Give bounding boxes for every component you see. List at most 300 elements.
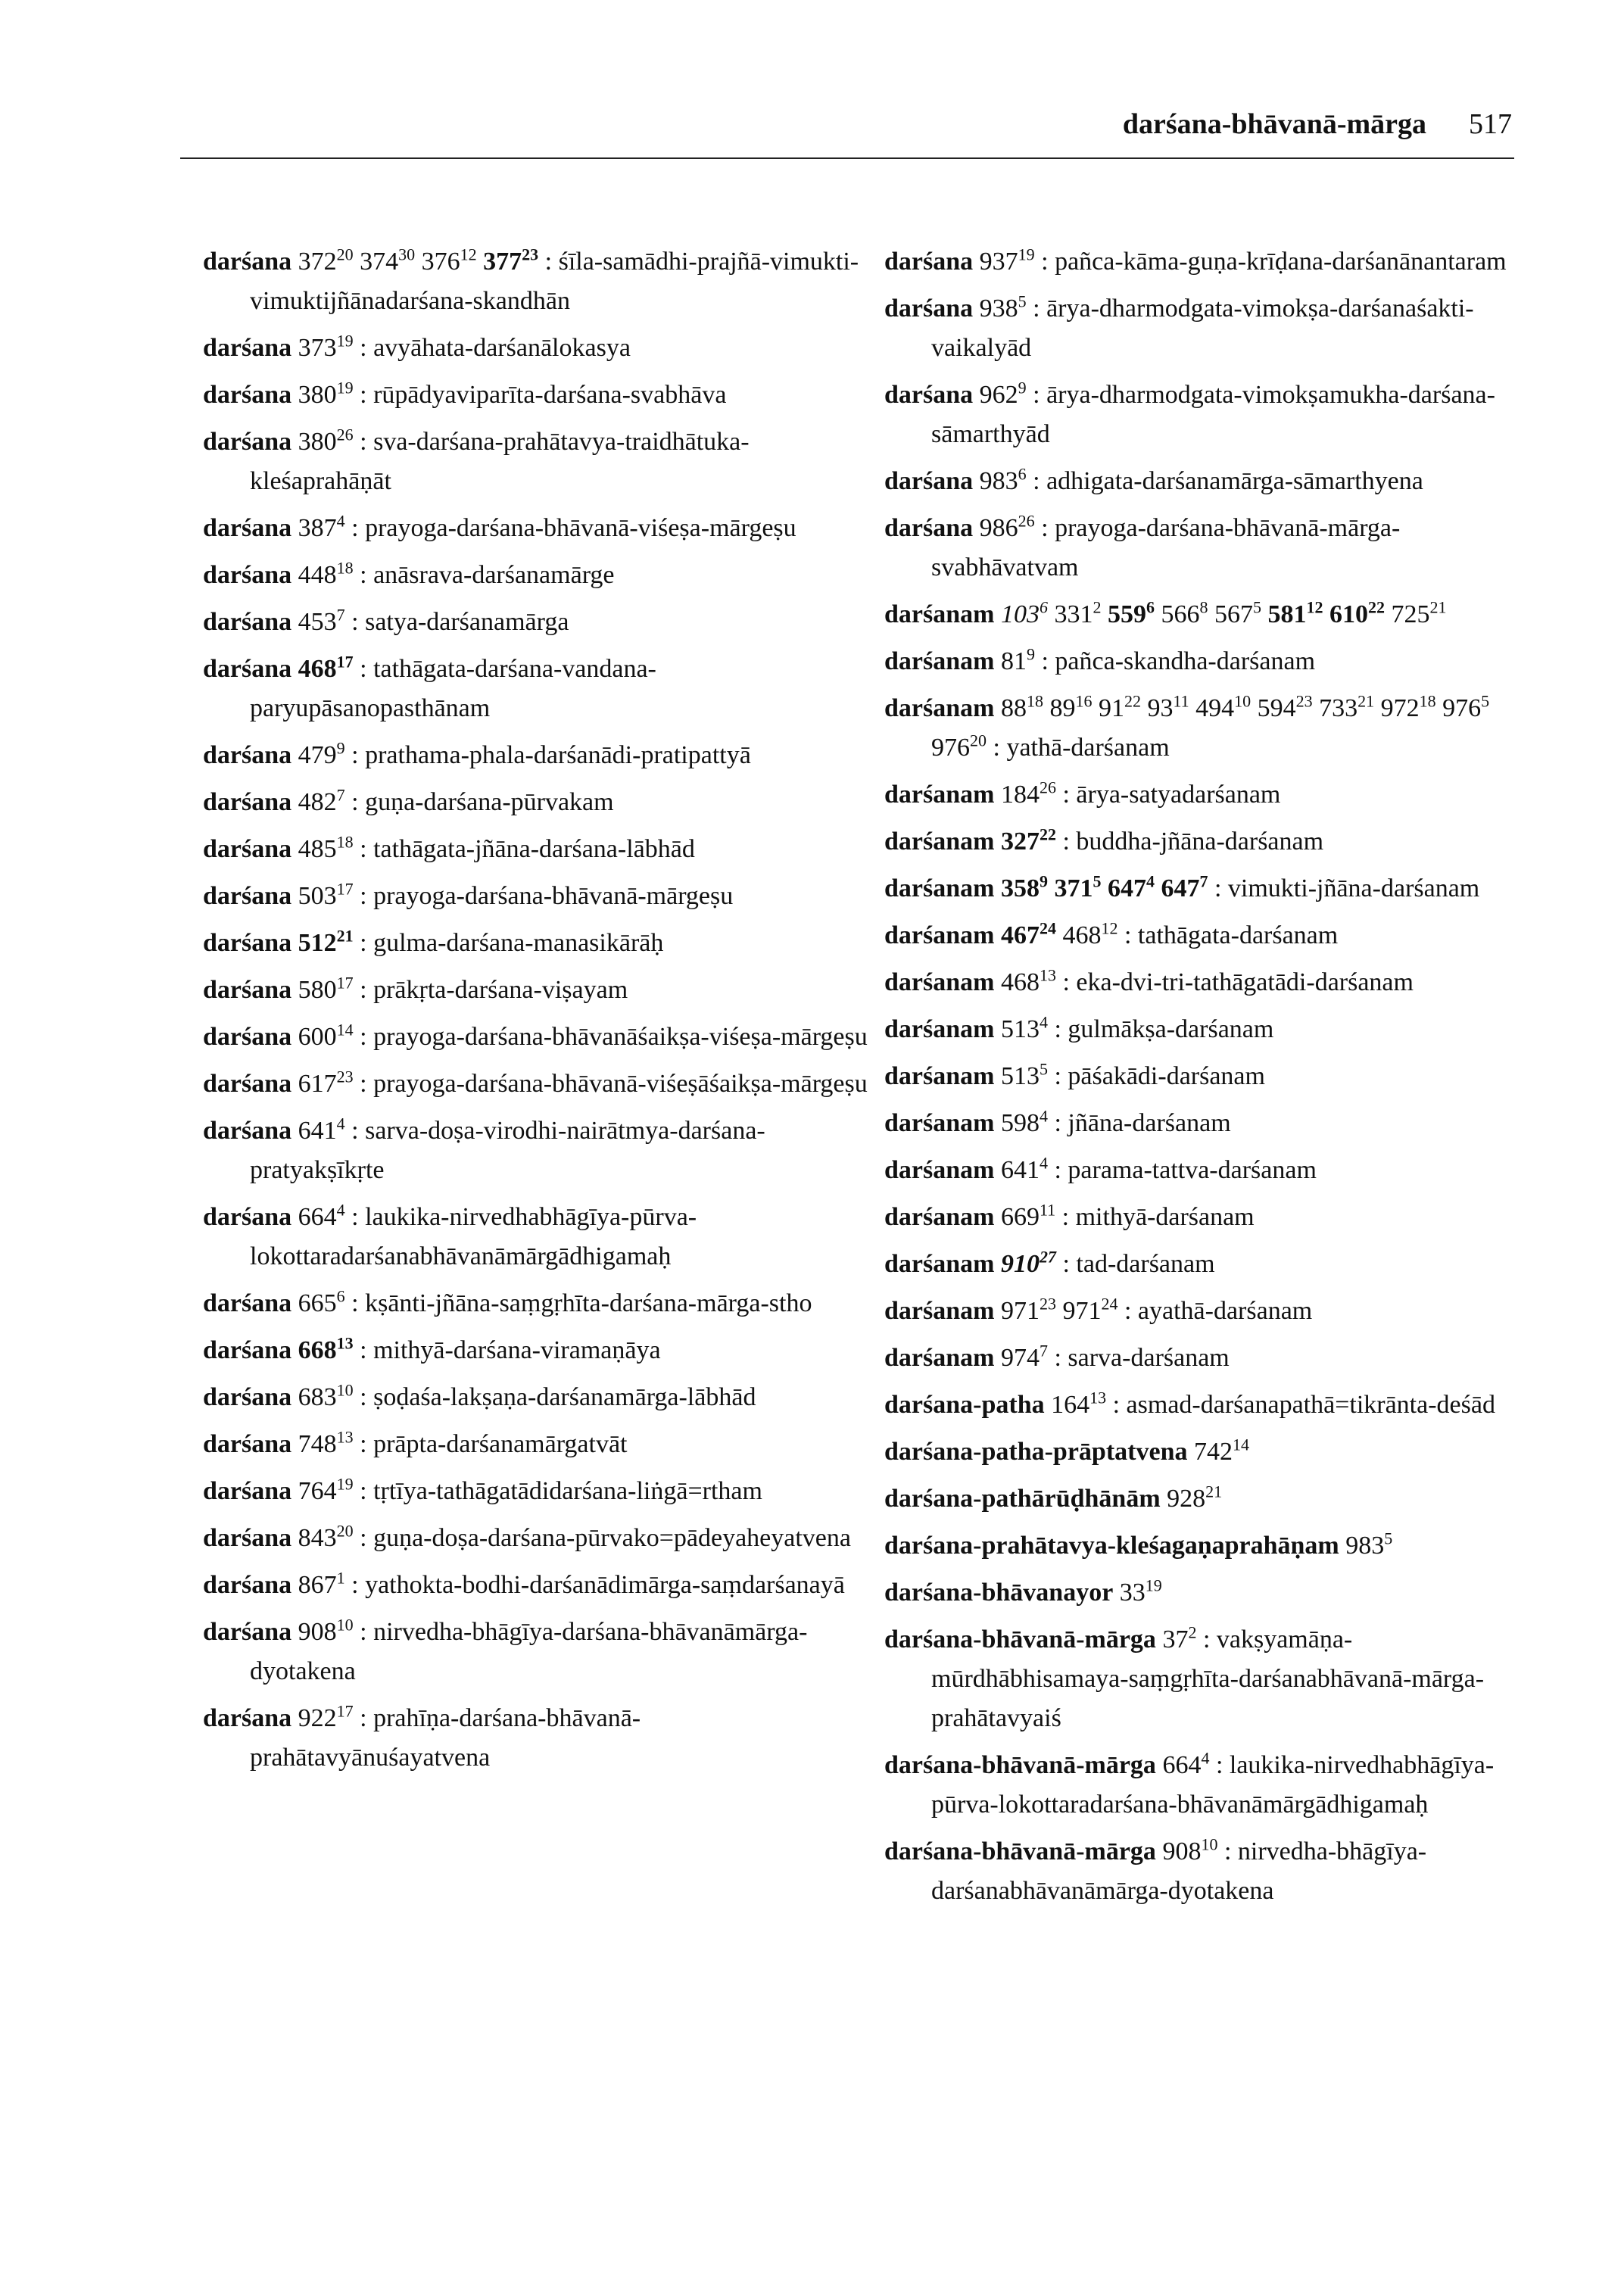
headword: darśanam bbox=[884, 694, 995, 722]
page-reference: $387^4$ bbox=[298, 511, 345, 542]
index-entry bbox=[203, 877, 869, 916]
headword: darśana bbox=[203, 514, 292, 542]
line-number: 23 bbox=[1039, 1294, 1056, 1314]
page-reference: $647^4$ bbox=[1107, 871, 1155, 902]
headword: darśana-bhāvanā-mārga bbox=[884, 1625, 1156, 1653]
line-number: 5 bbox=[1093, 871, 1102, 891]
page-reference: $976^{20}$ bbox=[931, 731, 987, 762]
page-reference: $566^8$ bbox=[1161, 597, 1208, 628]
line-number: 27 bbox=[1039, 1247, 1056, 1267]
line-number: 13 bbox=[336, 1333, 354, 1353]
gloss: : prayoga-darśana-bhāvanā-mārga-svabhāvatvam bbox=[931, 514, 1401, 581]
line-number: 10 bbox=[336, 1615, 354, 1635]
line-number: 30 bbox=[398, 245, 416, 264]
line-number: 4 bbox=[1039, 1106, 1048, 1126]
line-number: 13 bbox=[1089, 1388, 1107, 1407]
gloss: : vakṣyamāṇa-mūrdhābhisamaya-saṃgṛhīta-darśanabhāvanā-mārga-prahātavyaiś bbox=[931, 1625, 1485, 1732]
index-entry bbox=[884, 822, 1513, 862]
line-number: 13 bbox=[1039, 965, 1056, 985]
line-number: 9 bbox=[1026, 644, 1035, 664]
references bbox=[291, 832, 354, 863]
references bbox=[994, 1059, 1048, 1090]
gloss: : yathā-darśanam bbox=[987, 734, 1170, 762]
gloss: : śīla-samādhi-prajñā-vimukti-vimuktijñānadarśana-skandhān bbox=[250, 248, 859, 315]
references bbox=[291, 1067, 354, 1098]
gloss: : laukika-nirvedhabhāgīya-pūrva-lokottaradarśana-bhāvanāmārgādhigamaḥ bbox=[931, 1751, 1495, 1819]
references bbox=[291, 1286, 345, 1317]
references bbox=[291, 1521, 354, 1552]
line-number: 19 bbox=[1018, 245, 1035, 264]
index-entry bbox=[203, 556, 869, 595]
gloss: : guṇa-doṣa-darśana-pūrvako=pādeyaheyatvena bbox=[353, 1524, 851, 1552]
headword: darśana bbox=[884, 514, 974, 542]
page-reference: $610^{22}$ bbox=[1329, 597, 1385, 628]
page-reference: $641^4$ bbox=[1000, 1153, 1048, 1184]
index-entry bbox=[884, 462, 1513, 501]
headword: darśana-pathārūḍhānām bbox=[884, 1485, 1161, 1513]
page-reference: $567^5$ bbox=[1214, 597, 1261, 628]
page-reference: $88^{18}$ bbox=[1000, 691, 1043, 722]
line-number: 12 bbox=[460, 245, 477, 264]
line-number: 10 bbox=[1201, 1834, 1218, 1854]
page-reference: $922^{17}$ bbox=[298, 1701, 354, 1732]
gloss: : prākṛta-darśana-viṣayam bbox=[353, 976, 628, 1004]
references bbox=[291, 605, 345, 636]
line-number: 19 bbox=[1145, 1576, 1162, 1595]
gloss: : anāsrava-darśanamārge bbox=[353, 561, 615, 589]
line-number: 10 bbox=[1234, 691, 1252, 711]
index-entry bbox=[203, 1519, 869, 1558]
page-reference: $983^5$ bbox=[1345, 1529, 1393, 1560]
index-entry bbox=[884, 1526, 1513, 1566]
gloss: : ārya-satyadarśanam bbox=[1055, 781, 1281, 809]
index-entry bbox=[884, 916, 1513, 955]
index-entry bbox=[203, 1064, 869, 1104]
line-number: 19 bbox=[336, 378, 354, 397]
index-entry bbox=[884, 1573, 1513, 1613]
page-reference: $380^{26}$ bbox=[298, 425, 354, 456]
references bbox=[994, 871, 1208, 902]
line-number: 21 bbox=[1205, 1482, 1223, 1501]
headword: darśana bbox=[203, 428, 292, 456]
line-number: 26 bbox=[336, 425, 354, 444]
index-entry bbox=[203, 1699, 869, 1778]
headword: darśana bbox=[203, 381, 292, 409]
line-number: 12 bbox=[1306, 597, 1323, 617]
index-column-right bbox=[884, 242, 1513, 1918]
page-reference: $453^7$ bbox=[298, 605, 345, 636]
line-number: 20 bbox=[336, 1521, 354, 1541]
line-number: 8 bbox=[1199, 597, 1208, 617]
index-entry bbox=[203, 830, 869, 869]
headword: darśana-prahātavya-kleśagaṇaprahāṇam bbox=[884, 1532, 1339, 1560]
references bbox=[291, 785, 345, 816]
page-reference: $374^{30}$ bbox=[360, 245, 416, 276]
headword: darśanam bbox=[884, 781, 995, 809]
line-number: 24 bbox=[1039, 918, 1056, 938]
gloss: : prayoga-darśana-bhāvanā-viśeṣa-mārgeṣu bbox=[344, 514, 796, 542]
headword: darśana bbox=[203, 835, 292, 863]
references bbox=[291, 425, 354, 456]
line-number: 17 bbox=[336, 652, 354, 672]
gloss: : guṇa-darśana-pūrvakam bbox=[344, 788, 614, 816]
headword: darśana bbox=[203, 1618, 292, 1646]
headword: darśana bbox=[203, 741, 292, 769]
line-number: 12 bbox=[1101, 918, 1118, 938]
index-entry bbox=[884, 1339, 1513, 1378]
line-number: 17 bbox=[336, 1701, 354, 1721]
references bbox=[994, 824, 1056, 856]
references bbox=[994, 1106, 1048, 1137]
page-reference: $164^{13}$ bbox=[1051, 1388, 1107, 1419]
index-entry bbox=[203, 1613, 869, 1691]
page-reference: $725^{21}$ bbox=[1391, 597, 1447, 628]
index-entry bbox=[203, 509, 869, 548]
page-reference: $748^{13}$ bbox=[298, 1427, 354, 1458]
page-reference: $327^{22}$ bbox=[1000, 824, 1056, 856]
headword: darśana bbox=[203, 1524, 292, 1552]
gloss: : satya-darśanamārga bbox=[344, 608, 569, 636]
index-entry bbox=[203, 1198, 869, 1276]
gloss: : laukika-nirvedhabhāgīya-pūrva-lokottaradarśanabhāvanāmārgādhigamaḥ bbox=[250, 1203, 697, 1270]
references bbox=[1339, 1529, 1393, 1560]
gloss: : rūpādyaviparīta-darśana-svabhāva bbox=[353, 381, 727, 409]
gloss: : prayoga-darśana-bhāvanā-viśeṣāśaikṣa-mārgeṣu bbox=[353, 1070, 868, 1098]
index-entry bbox=[884, 1151, 1513, 1190]
line-number: 5 bbox=[1039, 1059, 1048, 1079]
line-number: 20 bbox=[970, 731, 987, 750]
line-number: 4 bbox=[336, 511, 345, 531]
page-reference: $513^4$ bbox=[1000, 1012, 1048, 1043]
references bbox=[291, 738, 345, 769]
headword: darśana bbox=[203, 655, 292, 683]
page-reference: $668^{13}$ bbox=[298, 1333, 354, 1364]
page-reference: $358^9$ bbox=[1000, 871, 1048, 902]
index-entry bbox=[884, 1432, 1513, 1472]
references bbox=[1187, 1435, 1249, 1466]
line-number: 1 bbox=[336, 1568, 345, 1588]
gloss: : tad-darśanam bbox=[1055, 1250, 1215, 1278]
gloss: : ayathā-darśanam bbox=[1117, 1297, 1313, 1325]
line-number: 11 bbox=[1039, 1200, 1056, 1220]
line-number: 14 bbox=[336, 1020, 354, 1039]
page-reference: $331^2$ bbox=[1054, 597, 1102, 628]
line-number: 5 bbox=[1018, 291, 1027, 311]
headword: darśana bbox=[203, 1070, 292, 1098]
line-number: 5 bbox=[1252, 597, 1261, 617]
headword: darśana-patha bbox=[884, 1391, 1045, 1419]
headword: darśanam bbox=[884, 1109, 995, 1137]
references bbox=[291, 1020, 354, 1051]
headword: darśanam bbox=[884, 1344, 995, 1372]
headword: darśana bbox=[203, 1477, 292, 1505]
page-reference: $580^{17}$ bbox=[298, 973, 354, 1004]
line-number: 5 bbox=[1384, 1529, 1393, 1548]
headword: darśana bbox=[203, 882, 292, 910]
page-reference: $910^{27}$ bbox=[1000, 1247, 1056, 1278]
page-reference: $559^6$ bbox=[1107, 597, 1155, 628]
line-number: 7 bbox=[336, 605, 345, 625]
references bbox=[994, 597, 1447, 628]
index-entry bbox=[884, 1010, 1513, 1049]
page-reference: $103^6$ bbox=[1000, 597, 1048, 628]
page-reference: $91^{22}$ bbox=[1098, 691, 1141, 722]
references bbox=[291, 973, 354, 1004]
index-column-left bbox=[203, 242, 869, 1785]
page-reference: $664^4$ bbox=[298, 1200, 345, 1231]
page-reference: $479^9$ bbox=[298, 738, 345, 769]
headword: darśana-patha-prāptatvena bbox=[884, 1438, 1188, 1466]
index-entry bbox=[884, 869, 1513, 909]
page-reference: $974^7$ bbox=[1000, 1341, 1048, 1372]
headword: darśana bbox=[203, 929, 292, 957]
page-reference: $962^9$ bbox=[979, 378, 1027, 409]
references bbox=[994, 778, 1056, 809]
gloss: : sarva-doṣa-virodhi-nairātmya-darśana-pratyakṣīkṛte bbox=[250, 1117, 765, 1184]
headword: darśanam bbox=[884, 1297, 995, 1325]
references bbox=[291, 511, 345, 542]
line-number: 26 bbox=[1039, 778, 1056, 797]
line-number: 2 bbox=[1093, 597, 1102, 617]
index-entry bbox=[884, 1292, 1513, 1331]
index-entry bbox=[884, 775, 1513, 815]
index-entry bbox=[884, 289, 1513, 368]
page-reference: $184^{26}$ bbox=[1000, 778, 1056, 809]
index-entry bbox=[884, 376, 1513, 454]
index-entry bbox=[203, 1425, 869, 1464]
references bbox=[1156, 1748, 1210, 1779]
running-head-title: darśana-bhāvanā-mārga bbox=[1122, 108, 1426, 140]
gloss: : sarva-darśanam bbox=[1047, 1344, 1230, 1372]
headword: darśana bbox=[203, 561, 292, 589]
gloss: : ārya-dharmodgata-vimokṣamukha-darśana-sāmarthyād bbox=[931, 381, 1495, 448]
line-number: 6 bbox=[1018, 464, 1027, 484]
page-reference: $742^{14}$ bbox=[1193, 1435, 1249, 1466]
page-reference: $513^5$ bbox=[1000, 1059, 1048, 1090]
page-reference: $937^{19}$ bbox=[979, 245, 1035, 276]
gloss: : adhigata-darśanamārga-sāmarthyena bbox=[1026, 467, 1423, 495]
headword: darśanam bbox=[884, 1250, 995, 1278]
index-entry bbox=[203, 783, 869, 822]
page-reference: $467^{24}$ bbox=[1000, 918, 1056, 949]
page-reference: $665^6$ bbox=[298, 1286, 345, 1317]
index-entry bbox=[203, 1018, 869, 1057]
page-reference: $938^5$ bbox=[979, 291, 1027, 323]
page-reference: $928^{21}$ bbox=[1167, 1482, 1223, 1513]
page-reference: $867^1$ bbox=[298, 1568, 345, 1599]
line-number: 4 bbox=[336, 1114, 345, 1133]
index-entry bbox=[203, 1378, 869, 1417]
headword: darśana bbox=[203, 1571, 292, 1599]
gloss: : nirvedha-bhāgīya-darśanabhāvanāmārga-dyotakena bbox=[931, 1837, 1427, 1905]
gloss: : tṛtīya-tathāgatādidarśana-liṅgā=rtham bbox=[353, 1477, 762, 1505]
page-reference: $503^{17}$ bbox=[298, 879, 354, 910]
headword: darśana bbox=[203, 608, 292, 636]
line-number: 6 bbox=[1039, 597, 1048, 617]
references bbox=[291, 378, 354, 409]
gloss: : yathokta-bodhi-darśanādimārga-saṃdarśanayā bbox=[344, 1571, 845, 1599]
line-number: 7 bbox=[336, 785, 345, 805]
page-reference: $683^{10}$ bbox=[298, 1380, 354, 1411]
line-number: 4 bbox=[1039, 1153, 1048, 1173]
index-entry bbox=[203, 1284, 869, 1323]
line-number: 19 bbox=[336, 1474, 354, 1494]
index-entry bbox=[884, 1620, 1513, 1738]
headword: darśana bbox=[203, 1203, 292, 1231]
page-reference: $986^{26}$ bbox=[979, 511, 1035, 542]
index-entry bbox=[203, 1566, 869, 1605]
page-reference: $468^{17}$ bbox=[298, 652, 354, 683]
line-number: 22 bbox=[1367, 597, 1385, 617]
index-entry bbox=[884, 1832, 1513, 1911]
index-entry bbox=[884, 1104, 1513, 1143]
gloss: : avyāhata-darśanālokasya bbox=[353, 334, 631, 362]
references bbox=[291, 1615, 354, 1646]
line-number: 17 bbox=[336, 973, 354, 993]
line-number: 2 bbox=[1188, 1622, 1197, 1642]
gloss: : mithyā-darśanam bbox=[1055, 1203, 1255, 1231]
page-reference: $647^7$ bbox=[1161, 871, 1208, 902]
references bbox=[291, 1114, 345, 1145]
headword: darśanam bbox=[884, 1156, 995, 1184]
gloss: : mithyā-darśana-viramaṇāya bbox=[353, 1336, 661, 1364]
references bbox=[994, 1200, 1056, 1231]
header-rule bbox=[180, 157, 1514, 159]
page-reference: $37^2$ bbox=[1162, 1622, 1197, 1653]
page-reference: $468^{13}$ bbox=[1000, 965, 1056, 996]
line-number: 11 bbox=[1173, 691, 1189, 711]
headword: darśana bbox=[203, 788, 292, 816]
references bbox=[994, 965, 1056, 996]
page-reference: $468^{12}$ bbox=[1062, 918, 1118, 949]
page-reference: $81^9$ bbox=[1000, 644, 1035, 675]
page-reference: $971^{24}$ bbox=[1062, 1294, 1118, 1325]
page-reference: $93^{11}$ bbox=[1147, 691, 1189, 722]
references bbox=[291, 331, 354, 362]
gloss: : nirvedha-bhāgīya-darśana-bhāvanāmārga-dyotakena bbox=[250, 1618, 808, 1685]
line-number: 18 bbox=[336, 558, 354, 578]
line-number: 20 bbox=[336, 245, 354, 264]
line-number: 19 bbox=[336, 331, 354, 351]
references bbox=[291, 558, 354, 589]
gloss: : kṣānti-jñāna-saṃgṛhīta-darśana-mārga-stho bbox=[344, 1289, 812, 1317]
index-entry bbox=[884, 1385, 1513, 1425]
references bbox=[973, 245, 1035, 276]
gloss: : prāpta-darśanamārgatvāt bbox=[353, 1430, 628, 1458]
headword: darśana-bhāvanā-mārga bbox=[884, 1837, 1156, 1865]
index-entry bbox=[203, 603, 869, 642]
page-reference: $33^{19}$ bbox=[1119, 1576, 1162, 1607]
headword: darśana-bhāvanā-mārga bbox=[884, 1751, 1156, 1779]
line-number: 21 bbox=[1357, 691, 1375, 711]
line-number: 23 bbox=[1295, 691, 1313, 711]
references bbox=[973, 378, 1027, 409]
headword: darśanam bbox=[884, 1015, 995, 1043]
headword: darśanam bbox=[884, 647, 995, 675]
references bbox=[291, 1380, 354, 1411]
index-entry bbox=[884, 1057, 1513, 1096]
page-reference: $600^{14}$ bbox=[298, 1020, 354, 1051]
references bbox=[291, 1474, 354, 1505]
headword: darśana bbox=[203, 1383, 292, 1411]
index-entry bbox=[203, 1111, 869, 1190]
line-number: 13 bbox=[336, 1427, 354, 1447]
line-number: 17 bbox=[336, 879, 354, 899]
page-reference: $598^4$ bbox=[1000, 1106, 1048, 1137]
headword: darśana-bhāvanayor bbox=[884, 1579, 1114, 1607]
headword: darśana bbox=[203, 1117, 292, 1145]
headword: darśana bbox=[884, 248, 974, 276]
page-reference: $983^6$ bbox=[979, 464, 1027, 495]
references bbox=[1161, 1482, 1223, 1513]
page-reference: $485^{18}$ bbox=[298, 832, 354, 863]
line-number: 4 bbox=[336, 1200, 345, 1220]
gloss: : buddha-jñāna-darśanam bbox=[1055, 828, 1324, 856]
line-number: 21 bbox=[336, 926, 354, 946]
index-entry bbox=[884, 595, 1513, 634]
page-reference: $372^{20}$ bbox=[298, 245, 354, 276]
references bbox=[973, 464, 1027, 495]
headword: darśanam bbox=[884, 874, 995, 902]
index-entry bbox=[203, 736, 869, 775]
gloss: : jñāna-darśanam bbox=[1047, 1109, 1231, 1137]
page-reference: $669^{11}$ bbox=[1000, 1200, 1056, 1231]
references bbox=[994, 918, 1118, 949]
references bbox=[1156, 1834, 1218, 1865]
line-number: 9 bbox=[336, 738, 345, 758]
line-number: 10 bbox=[336, 1380, 354, 1400]
gloss: : prayoga-darśana-bhāvanāśaikṣa-viśeṣa-mārgeṣu bbox=[353, 1023, 868, 1051]
headword: darśanam bbox=[884, 968, 995, 996]
page-reference: $733^{21}$ bbox=[1319, 691, 1375, 722]
references bbox=[1045, 1388, 1107, 1419]
index-entry bbox=[203, 971, 869, 1010]
gloss: : parama-tattva-darśanam bbox=[1047, 1156, 1317, 1184]
headword: darśana bbox=[203, 334, 292, 362]
page-number: 517 bbox=[1469, 108, 1512, 140]
gloss: : prathama-phala-darśanādi-pratipattyā bbox=[344, 741, 751, 769]
headword: darśanam bbox=[884, 828, 995, 856]
gloss: : asmad-darśanapathā=tikrānta-deśād bbox=[1106, 1391, 1495, 1419]
line-number: 5 bbox=[1481, 691, 1490, 711]
page-reference: $448^{18}$ bbox=[298, 558, 354, 589]
page-reference: $972^{18}$ bbox=[1380, 691, 1436, 722]
references bbox=[291, 1568, 345, 1599]
page-reference: $843^{20}$ bbox=[298, 1521, 354, 1552]
headword: darśana bbox=[884, 295, 974, 323]
line-number: 4 bbox=[1146, 871, 1155, 891]
line-number: 18 bbox=[1419, 691, 1436, 711]
references bbox=[973, 511, 1035, 542]
index-entry bbox=[203, 329, 869, 368]
line-number: 9 bbox=[1039, 871, 1048, 891]
line-number: 9 bbox=[1018, 378, 1027, 397]
references bbox=[291, 1333, 354, 1364]
line-number: 18 bbox=[1026, 691, 1043, 711]
page-reference: $976^5$ bbox=[1442, 691, 1490, 722]
index-entry bbox=[884, 689, 1513, 768]
line-number: 18 bbox=[336, 832, 354, 852]
references bbox=[291, 926, 354, 957]
line-number: 7 bbox=[1039, 1341, 1048, 1361]
index-entry bbox=[884, 1479, 1513, 1519]
gloss: : pañca-skandha-darśanam bbox=[1034, 647, 1316, 675]
index-entry bbox=[884, 1245, 1513, 1284]
references bbox=[1156, 1622, 1197, 1653]
line-number: 23 bbox=[522, 245, 539, 264]
references bbox=[291, 245, 539, 276]
line-number: 6 bbox=[336, 1286, 345, 1306]
